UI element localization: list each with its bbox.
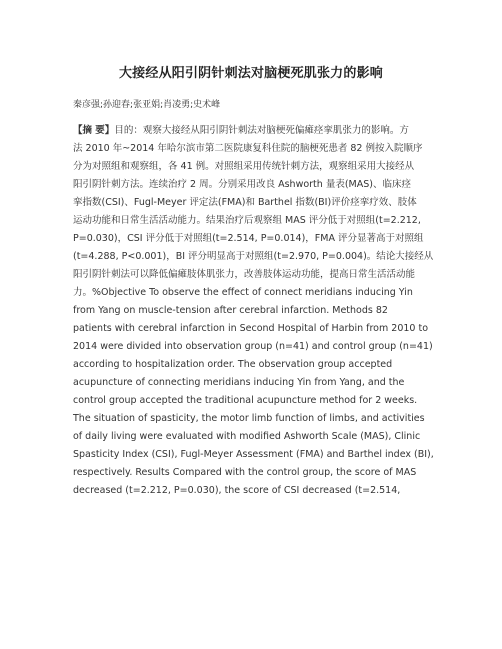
paper-authors: 秦彦强;孙迎春;张亚娟;肖凌勇;史术峰 xyxy=(73,100,221,110)
abstract-line: 目的：观察大接经从阳引阴针刺法对脑梗死偏瘫痉挛肌张力的影响。方 xyxy=(114,125,409,136)
abstract-line: acupuncture of connecting meridians inducing Yin from Yang, and the xyxy=(73,377,405,388)
abstract-line: 分为对照组和观察组，各 41 例。对照组采用传统针刺方法，观察组采用大接经从 xyxy=(73,161,415,172)
abstract-line: (t=4.288, P<0.001)，BI 评分明显高于对照组(t=2.970, P=0.004)。结论大接经从 xyxy=(73,251,434,262)
abstract-line: 阳引阴针刺方法。连续治疗 2 周。分别采用改良 Ashworth 量表(MAS)、临床痉 xyxy=(73,179,411,190)
abstract-line: 力。%Objective To observe the effect of connect meridians inducing Yin xyxy=(73,287,413,298)
abstract-line: 运动功能和日常生活活动能力。结果治疗后观察组 MAS 评分低于对照组(t=2.212, xyxy=(73,215,421,226)
abstract-line: of daily living were evaluated with modified Ashworth Scale (MAS), Clinic xyxy=(73,431,421,442)
paper-title: 大接经从阳引阴针刺法对脑梗死肌张力的影响 xyxy=(118,66,383,81)
abstract-line: 阳引阴针刺法可以降低偏瘫肢体肌张力，改善肢体运动功能，提高日常生活活动能 xyxy=(73,269,416,280)
abstract-line: 法 2010 年~2014 年哈尔滨市第二医院康复科住院的脑梗死患者 82 例按入院顺序 xyxy=(73,143,423,154)
abstract-line: 2014 were divided into observation group (n=41) and control group (n=41) xyxy=(73,341,433,352)
abstract-line: decreased (t=2.212, P=0.030), the score of CSI decreased (t=2.514, xyxy=(73,485,401,496)
abstract-line: respectively. Results Compared with the control group, the score of MAS xyxy=(73,467,417,478)
abstract-line: Spasticity Index (CSI), Fugl-Meyer Assessment (FMA) and Barthel index (BI), xyxy=(73,449,434,460)
abstract-line: 挛指数(CSI)、Fugl-Meyer 评定法(FMA)和 Barthel 指数(BI)评价痉挛疗效、肢体 xyxy=(73,197,417,208)
abstract-label: 【摘 要】 xyxy=(73,125,115,136)
abstract-line: The situation of spasticity, the motor limb function of limbs, and activities xyxy=(73,413,425,424)
abstract-line: patients with cerebral infarction in Second Hospital of Harbin from 2010 to xyxy=(73,323,429,334)
abstract-line: P=0.030)，CSI 评分低于对照组(t=2.514, P=0.014)，FMA 评分显著高于对照组 xyxy=(73,233,424,244)
abstract-line: from Yang on muscle-tension after cerebral infarction. Methods 82 xyxy=(73,305,388,316)
abstract-line: according to hospitalization order. The observation group accepted xyxy=(73,359,393,370)
abstract-line-first xyxy=(73,125,409,137)
abstract-line: control group accepted the traditional acupuncture method for 2 weeks. xyxy=(73,395,418,406)
